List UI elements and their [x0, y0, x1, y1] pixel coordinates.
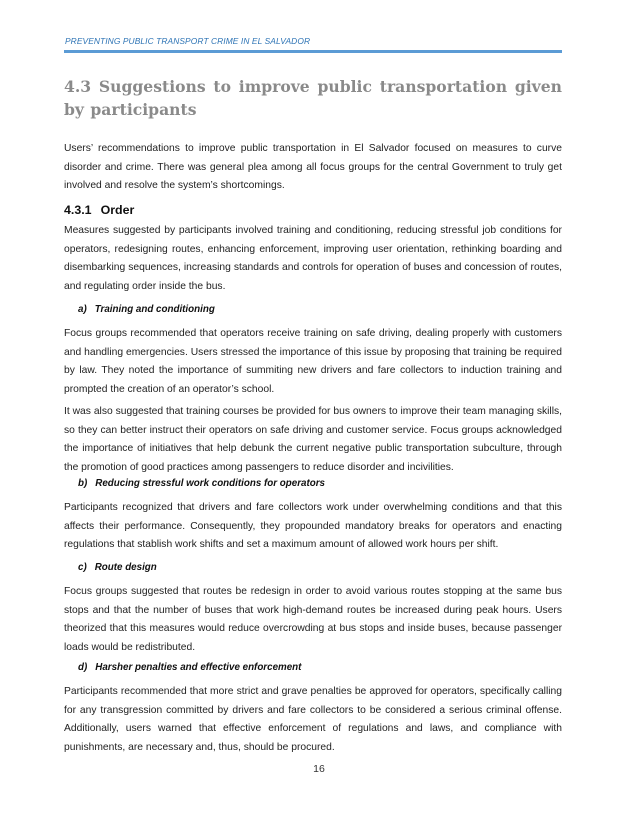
item-heading-text: Harsher penalties and effective enforcement	[95, 662, 302, 673]
item-heading-training	[78, 304, 215, 315]
subsection-heading	[64, 203, 134, 217]
section-intro-paragraph: Users’ recommendations to improve public transportation in El Salvador focused on measures to curve disorder and crime. There was general plea among all focus groups for the central Government to truly get involved and resolve the system’s shortcomings.	[64, 143, 562, 192]
item-letter: a)	[78, 304, 87, 315]
item-heading-penalties	[78, 662, 301, 673]
training-paragraph-2: It was also suggested that training courses be provided for bus owners to improve their team managing skills, so they can better instruct their operators on safe driving and customer service. Focus groups acknowledged the importance of initiatives that help debunk the current negative public transportation subculture, through the promotion of good practices among passengers to reduce disorder and incivilities.	[64, 406, 562, 473]
item-letter: d)	[78, 662, 88, 673]
item-heading-route-design	[78, 562, 157, 573]
running-header: PREVENTING PUBLIC TRANSPORT CRIME IN EL SALVADOR	[65, 36, 311, 46]
subsection-number: 4.3.1	[64, 203, 92, 217]
item-heading-text: Reducing stressful work conditions for operators	[95, 478, 325, 489]
section-title: 4.3 Suggestions to improve public transportation given by participants	[64, 77, 562, 119]
subsection-title: Order	[100, 203, 135, 217]
item-letter: b)	[78, 478, 88, 489]
page-number: 16	[313, 763, 325, 775]
item-letter: c)	[78, 562, 87, 573]
route-design-paragraph: Focus groups suggested that routes be redesign in order to avoid various routes stopping at the same bus stops and that the number of buses that work high-demand routes be increased during peak hours. Users theorized that this measures would reduce overcrowding at bus stops and inside buses, because passenger loads would be redistributed.	[64, 586, 562, 653]
training-paragraph-1: Focus groups recommended that operators receive training on safe driving, dealing properly with customers and handling emergencies. Users stressed the importance of this issue by proposing that training be required by law. They noted the importance of summiting new drivers and fare collectors to induction training and prompted the creation of an operator’s school.	[64, 328, 562, 395]
item-heading-stressful-conditions	[78, 478, 325, 489]
penalties-paragraph: Participants recommended that more strict and grave penalties be approved for operators, specifically calling for any transgression committed by drivers and fare collectors to be considered a serious criminal offense. Additionally, users warned that effective enforcement of regulations and laws, and compliance with punishments, are necessary and, thus, should be procured.	[64, 686, 562, 753]
subsection-intro-paragraph: Measures suggested by participants involved training and conditioning, reducing stressful job conditions for operators, redesigning routes, enhancing enforcement, improving user orientation, rethinking boarding and disembarking sequences, increasing standards and controls for operation of buses and concession of routes, and regulating order inside the bus.	[64, 225, 562, 292]
stressful-conditions-paragraph: Participants recognized that drivers and fare collectors work under overwhelming conditions and that this affects their performance. Consequently, they propounded mandatory breaks for operators and enacting regulations that stablish work shifts and set a maximum amount of allowed work hours per shift.	[64, 502, 562, 551]
item-heading-text: Route design	[94, 562, 157, 573]
item-heading-text: Training and conditioning	[94, 304, 215, 315]
header-rule	[64, 50, 562, 53]
